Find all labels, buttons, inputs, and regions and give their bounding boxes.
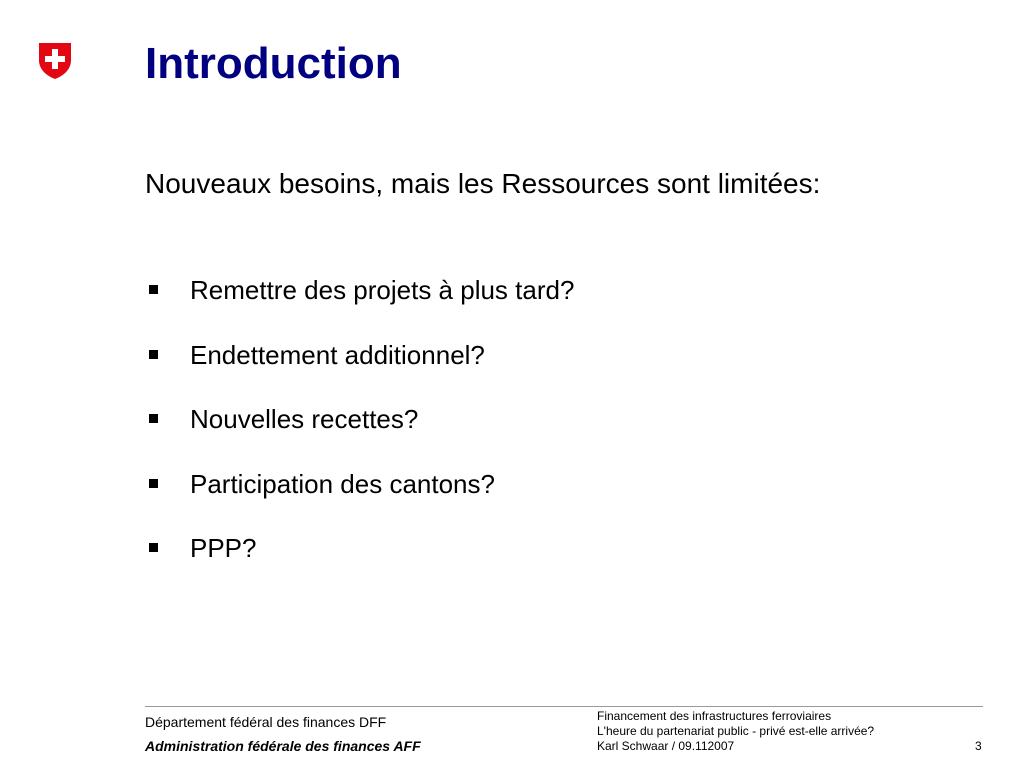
footer-info-line: Financement des infrastructures ferroviaires	[597, 709, 832, 723]
footer-department: Département fédéral des finances DFF	[145, 714, 387, 730]
square-bullet-icon	[149, 414, 158, 423]
bullet-text: PPP?	[190, 533, 257, 563]
slide-title: Introduction	[145, 39, 402, 88]
page-number: 3	[975, 739, 982, 753]
bullet-text: Nouvelles recettes?	[190, 404, 419, 434]
square-bullet-icon	[149, 543, 158, 552]
bullet-text: Participation des cantons?	[190, 468, 495, 499]
square-bullet-icon	[149, 479, 158, 488]
slide-subtitle: Nouveaux besoins, mais les Ressources sont limitées:	[145, 168, 821, 199]
footer-info-line: Karl Schwaar / 09.112007	[597, 739, 735, 753]
footer-divider	[145, 706, 983, 707]
swiss-cross-shield-icon	[38, 42, 72, 80]
footer-administration: Administration fédérale des finances AFF	[145, 738, 421, 754]
square-bullet-icon	[149, 350, 158, 359]
bullet-text: Remettre des projets à plus tard?	[190, 275, 575, 305]
footer-presentation-info	[597, 709, 874, 754]
square-bullet-icon	[149, 285, 158, 294]
bullet-text: Endettement additionnel?	[190, 339, 485, 370]
footer-info-line: L'heure du partenariat public - privé est-elle arrivée?	[597, 724, 875, 738]
